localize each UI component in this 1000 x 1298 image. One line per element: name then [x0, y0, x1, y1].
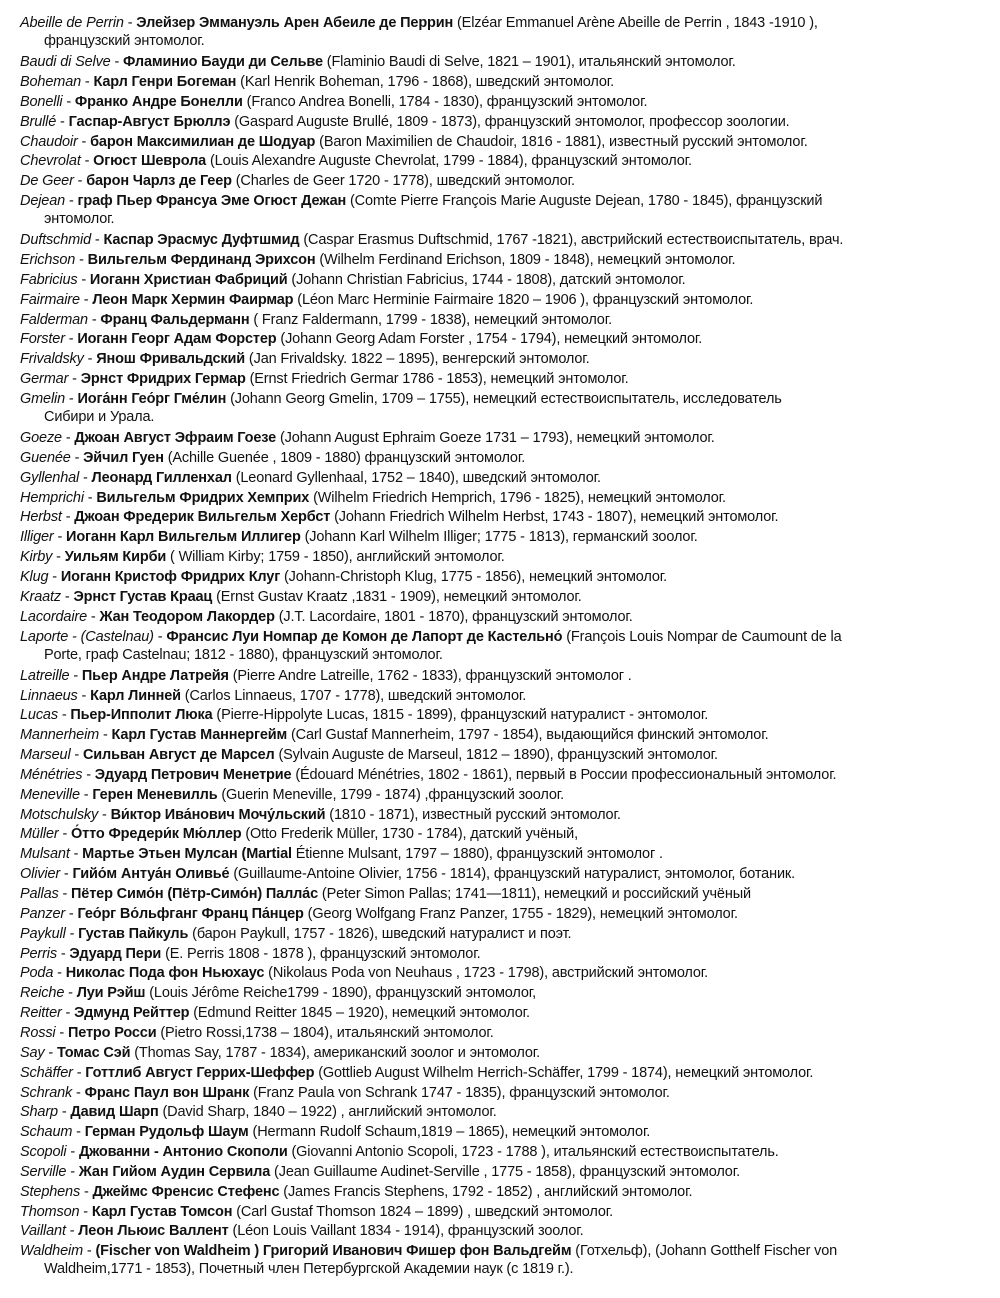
entry: Sharp - Давид Шарп (David Sharp, 1840 – 1922) , английский энтомолог.	[20, 1104, 497, 1121]
entry-key: Vaillant	[20, 1223, 66, 1240]
entry: Poda - Николас Пода фон Ньюхаус (Nikolaus Poda von Neuhaus , 1723 - 1798), австрийский энтомолог.	[20, 965, 709, 982]
entry-name: Гийо́м Антуа́н Оливье́	[72, 866, 230, 883]
entry-name: Вильгельм Фридрих Хемприх	[96, 489, 310, 506]
entry-details: (Comte Pierre François Marie Auguste Dejean, 1780 - 1845), французский	[350, 193, 823, 210]
entry-name: Франко Андре Бонелли	[74, 93, 243, 110]
entry-details: (Leonard Gyllenhaal, 1752 – 1840), шведский энтомолог.	[235, 469, 601, 486]
entry-key: Duftschmid	[20, 232, 92, 249]
entry-details: (Léon Louis Vaillant 1834 - 1914), французский зоолог.	[232, 1223, 584, 1240]
entry-details: (Wilhelm Friedrich Hemprich, 1796 - 1825), немецкий энтомолог.	[313, 489, 726, 506]
entry-details: (Peter Simon Pallas; 1741—1811), немецкий и российский учёный	[321, 886, 751, 902]
entry-key: Baudi di Selve	[20, 54, 111, 71]
entry-name: Франсис Луи Номпар де Комон де Лапорт де Кастельно́	[166, 628, 563, 645]
entry-details: (Caspar Erasmus Duftschmid, 1767 -1821), австрийский естествоиспытатель, врач.	[303, 232, 844, 249]
entry-name: Густав Пайкуль	[78, 925, 189, 942]
entry-key: De Geer	[20, 173, 74, 190]
entry-key: Gyllenhal	[20, 469, 80, 486]
entry-details: (Carl Gustaf Mannerheim, 1797 - 1854), выдающийся финский энтомолог.	[291, 727, 769, 744]
entry-name: Эйчил Гуен	[83, 449, 164, 466]
entry-key: Gmelin	[20, 390, 66, 407]
entry-key: Bonelli	[20, 93, 63, 110]
entry-name: Огюст Шеврола	[93, 153, 207, 170]
entry: Müller - О́тто Фредери́к Мю́ллер (Otto Frederik Müller, 1730 - 1784), датский учёный,	[20, 826, 578, 843]
entry-details: (Otto Frederik Müller, 1730 - 1784), датский учёный,	[245, 826, 578, 843]
entry-name: Мартье Этьен Мулсан (Martial	[82, 846, 292, 863]
entry: Erichson - Вильгельм Фердинанд Эрихсон (Wilhelm Ferdinand Erichson, 1809 - 1848), немецкий энтомолог.	[20, 252, 736, 268]
entry-details: (Pietro Rossi,1738 – 1804), итальянский энтомолог.	[160, 1024, 494, 1041]
entry-name: Луи Рэйш	[76, 985, 146, 1002]
entry: Meneville - Герен Меневилль (Guerin Meneville, 1799 - 1874) ,французский зоолог.	[20, 786, 565, 803]
entry-details: (барон Paykull, 1757 - 1826), шведский натуралист и поэт.	[192, 925, 572, 942]
entry-name: Эрнст Густав Краац	[73, 588, 213, 605]
entry-key: Herbst	[20, 509, 62, 526]
entry-name: Иоганн Кристоф Фридрих Клуг	[60, 569, 281, 585]
entry-details: (Johann-Christoph Klug, 1775 - 1856), немецкий энтомолог.	[284, 569, 668, 585]
entry-key: Rossi	[20, 1024, 56, 1041]
entry-name: Эдмунд Рейттер	[74, 1005, 190, 1022]
entry-key: Perris	[20, 945, 57, 962]
entry-key: Reiche	[20, 985, 65, 1002]
entry-details: (Edmund Reitter 1845 – 1920), немецкий энтомолог.	[193, 1005, 530, 1022]
entry: Chaudoir - барон Максимилиан де Шодуар (Baron Maximilien de Chaudoir, 1816 - 1881), известный русский энтомолог.	[20, 133, 808, 150]
entry-key: Chaudoir	[20, 133, 78, 150]
entry-name: Томас Сэй	[56, 1044, 131, 1061]
entry-name: Карл Густав Маннергейм	[111, 727, 288, 744]
entry-name: Леонард Гилленхал	[91, 469, 232, 486]
entry-key: Abeille de Perrin	[20, 15, 124, 31]
entry-details: ( Franz Faldermann, 1799 - 1838), немецкий энтомолог.	[253, 311, 612, 328]
entry: Lucas - Пьер-Ипполит Люка (Pierre-Hippolyte Lucas, 1815 - 1899), французский натуралист - энтомолог.	[20, 707, 709, 724]
entry: Dejean - граф Пьер Франсуа Эме Огюст Дежан (Comte Pierre François Marie Auguste Dejean, 1780 - 1845), французский энтомолог.	[20, 192, 975, 228]
entry-name: Пьер-Ипполит Люка	[70, 707, 213, 724]
entry: Kirby - Уильям Кирби ( William Kirby; 1759 - 1850), английский энтомолог.	[20, 549, 505, 566]
entry-continuation: энтомолог.	[44, 211, 115, 228]
entry-details: (Giovanni Antonio Scopoli, 1723 - 1788 ), итальянский естествоиспытатель.	[291, 1144, 779, 1161]
entry-name: Джованни - Антонио Скополи	[78, 1144, 288, 1161]
entry: Reitter - Эдмунд Рейттер (Edmund Reitter 1845 – 1920), немецкий энтомолог.	[20, 1005, 530, 1022]
entry-key: Erichson	[20, 252, 76, 268]
entry-key: Panzer	[20, 905, 66, 922]
entry-key: Mulsant	[20, 846, 70, 863]
entry: Fairmaire - Леон Марк Хермин Фаирмар (Léon Marc Herminie Fairmaire 1820 – 1906 ), французский энтомолог.	[20, 291, 754, 308]
entry-details: (Johann Georg Gmelin, 1709 – 1755), немецкий естествоиспытатель, исследователь	[230, 390, 782, 407]
entry: Forster - Иоганн Георг Адам Форстер (Johann Georg Adam Forster , 1754 - 1794), немецкий энтомолог.	[20, 331, 703, 348]
entry-name: Джеймс Френсис Стефенс	[92, 1183, 280, 1200]
entry-key: Serville	[20, 1163, 67, 1180]
entry: Boheman - Карл Генри Богеман (Karl Henrik Boheman, 1796 - 1868), шведский энтомолог.	[20, 73, 614, 90]
entry-name: Джоан Фредерик Вильгельм Хербст	[74, 509, 331, 526]
entry-key: Klug	[20, 569, 49, 585]
entry-key: Sharp	[20, 1104, 58, 1121]
entry-key: Germar	[20, 371, 69, 388]
entry-name: Франц Фальдерманн	[100, 311, 250, 328]
entry-name: Иоганн Христиан Фабриций	[89, 271, 288, 288]
entry-key: Paykull	[20, 925, 66, 942]
entry-key: Stephens	[20, 1183, 81, 1200]
entry-key: Goeze	[20, 430, 62, 447]
entry-name: Гаспар-Август Брюллэ	[68, 113, 231, 130]
entry-key: Lacordaire	[20, 608, 88, 625]
entry-details: (Charles de Geer 1720 - 1778), шведский энтомолог.	[235, 173, 575, 190]
entry-details: (Franco Andrea Bonelli, 1784 - 1830), французский энтомолог.	[246, 93, 648, 110]
entry-details: (Johann August Ephraim Goeze 1731 – 1793), немецкий энтомолог.	[279, 430, 715, 447]
entry-details: Étienne Mulsant, 1797 – 1880), французский энтомолог .	[295, 846, 663, 863]
entry-details: (Léon Marc Herminie Fairmaire 1820 – 1906 ), французский энтомолог.	[297, 291, 754, 308]
entry-name: Иоганн Карл Вильгельм Иллигер	[66, 529, 301, 546]
entry: Latreille - Пьер Андре Латрейя (Pierre Andre Latreille, 1762 - 1833), французский энтомолог .	[20, 667, 632, 684]
entry-name: Вильгельм Фердинанд Эрихсон	[87, 252, 316, 268]
entry: Gmelin - Иога́нн Гео́рг Гме́лин (Johann Georg Gmelin, 1709 – 1755), немецкий естествоиспытатель, исследователь Сибири и Урала.	[20, 390, 975, 426]
entry-name: барон Чарлз де Геер	[86, 173, 232, 190]
entry-details: (François Louis Nompar de Caumount de la	[566, 628, 842, 645]
entry: Germar - Эрнст Фридрих Гермар (Ernst Friedrich Germar 1786 - 1853), немецкий энтомолог.	[20, 371, 629, 388]
entry: Guenée - Эйчил Гуен (Achille Guenée , 1809 - 1880) французский энтомолог.	[20, 449, 526, 466]
entry-key: Forster	[20, 331, 65, 348]
entry-key: Frivaldsky	[20, 351, 84, 368]
entry-key: Reitter	[20, 1005, 62, 1022]
entry-name: Карл Густав Томсон	[91, 1203, 233, 1220]
entry: Reiche - Луи Рэйш (Louis Jérôme Reiche1799 - 1890), французский энтомолог,	[20, 985, 536, 1002]
entry-key: Guenée	[20, 449, 71, 466]
entry-key: Schrank	[20, 1084, 73, 1101]
entry-details: (Elzéar Emmanuel Arène Abeille de Perrin , 1843 -1910 ),	[457, 15, 818, 31]
entry: Frivaldsky - Янош Фривальдский (Jan Frivaldsky. 1822 – 1895), венгерский энтомолог.	[20, 351, 590, 368]
entry: Fabricius - Иоганн Христиан Фабриций (Johann Christian Fabricius, 1744 - 1808), датский энтомолог.	[20, 271, 686, 288]
entry-continuation: Waldheim,1771 - 1853), Почетный член Петербургской Академии наук (с 1819 г.).	[44, 1261, 574, 1278]
entry-key: Chevrolat	[20, 153, 81, 170]
entry-key: Motschulsky	[20, 806, 99, 823]
entry-details: (Baron Maximilien de Chaudoir, 1816 - 1881), известный русский энтомолог.	[319, 133, 808, 150]
entry: Scopoli - Джованни - Антонио Скополи (Giovanni Antonio Scopoli, 1723 - 1788 ), итальянский естествоиспытатель.	[20, 1144, 779, 1161]
entry-key: Boheman	[20, 73, 82, 90]
entry: Pallas - Пётер Симо́н (Пётр-Симо́н) Палла́с (Peter Simon Pallas; 1741—1811), немецкий и российский учёный	[20, 886, 751, 902]
entry-key: Thomson	[20, 1203, 80, 1220]
entry-name: Герен Меневилль	[92, 786, 218, 803]
entry: Waldheim - (Fischer von Waldheim ) Григорий Иванович Фишер фон Вальдгейм (Готхельф), (Johann Gotthelf Fischer von Waldheim,1771 - 1853), Почетный член Петербургской Академии наук (с 1819 г.).	[20, 1242, 975, 1278]
entry-details: (Pierre Andre Latreille, 1762 - 1833), французский энтомолог .	[232, 667, 632, 684]
entry-details: (Franz Paula von Schrank 1747 - 1835), французский энтомолог.	[253, 1084, 670, 1101]
entry: Lacordaire - Жан Теодором Лакордер (J.T. Lacordaire, 1801 - 1870), французский энтомолог.	[20, 608, 633, 625]
entry-details: (Thomas Say, 1787 - 1834), американский зоолог и энтомолог.	[134, 1044, 541, 1061]
entry: Linnaeus - Карл Линней (Carlos Linnaeus, 1707 - 1778), шведский энтомолог.	[20, 687, 527, 704]
entry-name: Эдуард Петрович Менетрие	[94, 766, 292, 783]
entry: Mulsant - Мартье Этьен Мулсан (Martial Étienne Mulsant, 1797 – 1880), французский энтомолог .	[20, 846, 663, 863]
entry-key: Ménétries	[20, 766, 83, 783]
entry: Paykull - Густав Пайкуль (барон Paykull, 1757 - 1826), шведский натуралист и поэт.	[20, 925, 572, 942]
entry-name: Николас Пода фон Ньюхаус	[65, 965, 265, 982]
entry-name: Уильям Кирби	[64, 549, 167, 566]
entry-details: (Carl Gustaf Thomson 1824 – 1899) , шведский энтомолог.	[236, 1203, 614, 1220]
entry-details: (Guerin Meneville, 1799 - 1874) ,французский зоолог.	[221, 786, 565, 803]
entry: Duftschmid - Каспар Эрасмус Дуфтшмид (Caspar Erasmus Duftschmid, 1767 -1821), австрийский естествоиспытатель, врач.	[20, 232, 844, 249]
entry-name: барон Максимилиан де Шодуар	[90, 133, 316, 150]
entry-key: Laporte - (Castelnau)	[20, 628, 154, 645]
entry-key: Schäffer	[20, 1064, 73, 1081]
entry-details: (Johann Georg Adam Forster , 1754 - 1794), немецкий энтомолог.	[280, 331, 703, 348]
entry-key: Latreille	[20, 667, 70, 684]
entry-details: (Johann Friedrich Wilhelm Herbst, 1743 - 1807), немецкий энтомолог.	[334, 509, 779, 526]
entry-name: Каспар Эрасмус Дуфтшмид	[103, 232, 300, 249]
entry-name: Пьер Андре Латрейя	[81, 667, 229, 684]
entry-name: Давид Шарп	[70, 1104, 159, 1121]
entry-name: Леон Льюис Валлент	[78, 1223, 229, 1240]
entry: Kraatz - Эрнст Густав Краац (Ernst Gustav Kraatz ,1831 - 1909), немецкий энтомолог.	[20, 588, 582, 605]
entry-key: Kraatz	[20, 588, 62, 605]
entry-key: Müller	[20, 826, 59, 843]
entry-name: О́тто Фредери́к Мю́ллер	[71, 826, 242, 843]
entry-details: (Jan Frivaldsky. 1822 – 1895), венгерский энтомолог.	[248, 351, 590, 368]
entry-details: (Pierre-Hippolyte Lucas, 1815 - 1899), французский натуралист - энтомолог.	[216, 707, 709, 724]
entry: Baudi di Selve - Фламинио Бауди ди Сельве (Flaminio Baudi di Selve, 1821 – 1901), итальянский энтомолог.	[20, 54, 736, 71]
entry-name: Жан Теодором Лакордер	[99, 608, 275, 625]
entry-key: Dejean	[20, 193, 66, 210]
entry-key: Lucas	[20, 707, 58, 724]
entry: Marseul - Сильван Август де Марсел (Sylvain Auguste de Marseul, 1812 – 1890), французский энтомолог.	[20, 747, 718, 764]
entry: Herbst - Джоан Фредерик Вильгельм Хербст (Johann Friedrich Wilhelm Herbst, 1743 - 1807), немецкий энтомолог.	[20, 509, 779, 526]
entry: Klug - Иоганн Кристоф Фридрих Клуг (Johann-Christoph Klug, 1775 - 1856), немецкий энтомолог.	[20, 569, 668, 585]
entry-details: (Jean Guillaume Audinet-Serville , 1775 - 1858), французский энтомолог.	[274, 1163, 740, 1180]
entry-details: ( William Kirby; 1759 - 1850), английский энтомолог.	[170, 549, 505, 566]
entry: Chevrolat - Огюст Шеврола (Louis Alexandre Auguste Chevrolat, 1799 - 1884), французский энтомолог.	[20, 153, 692, 170]
entry-name: Сильван Август де Марсел	[82, 747, 275, 764]
entry-details: (Gottlieb August Wilhelm Herrich-Schäffer, 1799 - 1874), немецкий энтомолог.	[318, 1064, 814, 1081]
entry-details: (Georg Wolfgang Franz Panzer, 1755 - 1829), немецкий энтомолог.	[307, 905, 738, 922]
entry: Olivier - Гийо́м Антуа́н Оливье́ (Guillaume-Antoine Olivier, 1756 - 1814), французский натуралист, энтомолог, ботаник.	[20, 866, 795, 883]
entry-details: (Karl Henrik Boheman, 1796 - 1868), шведский энтомолог.	[240, 73, 614, 90]
entry-details: (Ernst Friedrich Germar 1786 - 1853), немецкий энтомолог.	[249, 371, 629, 388]
entry-details: (Guillaume-Antoine Olivier, 1756 - 1814), французский натуралист, энтомолог, ботаник.	[233, 866, 795, 883]
entry-details: (David Sharp, 1840 – 1922) , английский энтомолог.	[162, 1104, 497, 1121]
entry-name: Пётер Симо́н (Пётр-Симо́н) Палла́с	[71, 886, 319, 902]
entry-key: Fairmaire	[20, 291, 80, 308]
entry-key: Falderman	[20, 311, 88, 328]
entry: Laporte - (Castelnau) - Франсис Луи Номпар де Комон де Лапорт де Кастельно́ (François Louis Nompar de Caumount de la Porte, граф Castelnau; 1812 - 1880), французский энтомолог.	[20, 628, 975, 664]
entry: Bonelli - Франко Андре Бонелли (Franco Andrea Bonelli, 1784 - 1830), французский энтомолог.	[20, 93, 648, 110]
entry-key: Poda	[20, 965, 54, 982]
entry-continuation: Сибири и Урала.	[44, 408, 155, 425]
entry-key: Marseul	[20, 747, 71, 764]
entry-name: Леон Марк Хермин Фаирмар	[92, 291, 294, 308]
entry-details: (E. Perris 1808 - 1878 ), французский энтомолог.	[165, 945, 481, 962]
entry-key: Brullé	[20, 113, 57, 130]
entry-key: Illiger	[20, 529, 54, 546]
entry-key: Olivier	[20, 866, 61, 883]
entry-name: Франс Паул вон Шранк	[84, 1084, 250, 1101]
entry: Hemprichi - Вильгельм Фридрих Хемприх (Wilhelm Friedrich Hemprich, 1796 - 1825), немецкий энтомолог.	[20, 489, 726, 506]
entry: Schrank - Франс Паул вон Шранк (Franz Paula von Schrank 1747 - 1835), французский энтомолог.	[20, 1084, 670, 1101]
entry-details: (Gaspard Auguste Brullé, 1809 - 1873), французский энтомолог, профессор зоологии.	[234, 113, 790, 130]
entry: Schaum - Герман Рудольф Шаум (Hermann Rudolf Schaum,1819 – 1865), немецкий энтомолог.	[20, 1124, 651, 1141]
entry: Rossi - Петро Росси (Pietro Rossi,1738 – 1804), итальянский энтомолог.	[20, 1024, 494, 1041]
entry: Vaillant - Леон Льюис Валлент (Léon Louis Vaillant 1834 - 1914), французский зоолог.	[20, 1223, 584, 1240]
entry-name: Герман Рудольф Шаум	[84, 1124, 249, 1141]
entry: Mannerheim - Карл Густав Маннергейм (Carl Gustaf Mannerheim, 1797 - 1854), выдающийся финский энтомолог.	[20, 727, 769, 744]
entry: Schäffer - Готтлиб Август Геррих-Шеффер (Gottlieb August Wilhelm Herrich-Schäffer, 1799 - 1874), немецкий энтомолог.	[20, 1064, 814, 1081]
entry-details: (Carlos Linnaeus, 1707 - 1778), шведский энтомолог.	[184, 687, 527, 704]
entry-details: (Édouard Ménétries, 1802 - 1861), первый в России профессиональный энтомолог.	[295, 766, 837, 783]
entry-name: Элейзер Эммануэль Арен Абеиле де Перрин	[136, 15, 454, 31]
entry-key: Fabricius	[20, 271, 78, 288]
entry: Goeze - Джоан Август Эфраим Гоезе (Johann August Ephraim Goeze 1731 – 1793), немецкий энтомолог.	[20, 430, 715, 447]
entry-details: (James Francis Stephens, 1792 - 1852) , английский энтомолог.	[283, 1183, 693, 1200]
entry: Serville - Жан Гийом Аудин Сервила (Jean Guillaume Audinet-Serville , 1775 - 1858), французский энтомолог.	[20, 1163, 740, 1180]
entry-details: (J.T. Lacordaire, 1801 - 1870), французский энтомолог.	[278, 608, 633, 625]
entry: Brullé - Гаспар-Август Брюллэ (Gaspard Auguste Brullé, 1809 - 1873), французский энтомолог, профессор зоологии.	[20, 113, 790, 130]
entry-details: (Louis Jérôme Reiche1799 - 1890), французский энтомолог,	[149, 985, 536, 1002]
entry-name: Петро Росси	[67, 1024, 157, 1041]
entry-details: (1810 - 1871), известный русский энтомолог.	[329, 806, 621, 823]
entry-key: Waldheim	[20, 1243, 84, 1260]
entry: Say - Томас Сэй (Thomas Say, 1787 - 1834), американский зоолог и энтомолог.	[20, 1044, 541, 1061]
entry-continuation: французский энтомолог.	[44, 33, 205, 49]
entry-name: Иоганн Георг Адам Форстер	[77, 331, 277, 348]
entry-details: (Wilhelm Ferdinand Erichson, 1809 - 1848), немецкий энтомолог.	[319, 252, 736, 268]
entry-details: (Johann Karl Wilhelm Illiger; 1775 - 1813), германский зоолог.	[304, 529, 698, 546]
entry-key: Pallas	[20, 886, 59, 902]
entry: De Geer - барон Чарлз де Геер (Charles de Geer 1720 - 1778), шведский энтомолог.	[20, 173, 575, 190]
entry: Panzer - Гео́рг Во́льфганг Франц Па́нцер (Georg Wolfgang Franz Panzer, 1755 - 1829), немецкий энтомолог.	[20, 905, 738, 922]
entry-key: Linnaeus	[20, 687, 78, 704]
entry-details: (Achille Guenée , 1809 - 1880) французский энтомолог.	[167, 449, 526, 466]
entry-name: Ви́ктор Ива́нович Мочу́льский	[110, 806, 326, 823]
entry-key: Meneville	[20, 786, 80, 803]
entry: Ménétries - Эдуард Петрович Менетрие (Édouard Ménétries, 1802 - 1861), первый в России профессиональный энтомолог.	[20, 766, 837, 783]
entry: Perris - Эдуард Пери (E. Perris 1808 - 1878 ), французский энтомолог.	[20, 945, 481, 962]
entry-name: Готтлиб Август Геррих-Шеффер	[85, 1064, 315, 1081]
entry: Gyllenhal - Леонард Гилленхал (Leonard Gyllenhaal, 1752 – 1840), шведский энтомолог.	[20, 469, 601, 486]
entry-name: Иога́нн Гео́рг Гме́лин	[77, 390, 227, 407]
entry-name: Эдуард Пери	[69, 945, 162, 962]
entry: Motschulsky - Ви́ктор Ива́нович Мочу́льский (1810 - 1871), известный русский энтомолог.	[20, 806, 621, 823]
entry-name: Карл Линней	[90, 687, 181, 704]
entry-key: Schaum	[20, 1124, 73, 1141]
entry-key: Say	[20, 1044, 45, 1061]
entry-name: Гео́рг Во́льфганг Франц Па́нцер	[77, 905, 304, 922]
entry-details: (Nikolaus Poda von Neuhaus , 1723 - 1798), австрийский энтомолог.	[268, 965, 709, 982]
entry: Falderman - Франц Фальдерманн ( Franz Faldermann, 1799 - 1838), немецкий энтомолог.	[20, 311, 612, 328]
entry-details: (Johann Christian Fabricius, 1744 - 1808), датский энтомолог.	[291, 271, 686, 288]
entry-name: граф Пьер Франсуа Эме Огюст Дежан	[77, 193, 347, 210]
entry-details: (Flaminio Baudi di Selve, 1821 – 1901), итальянский энтомолог.	[326, 54, 736, 71]
entry-name: Эрнст Фридрих Гермар	[80, 371, 246, 388]
entry: Illiger - Иоганн Карл Вильгельм Иллигер (Johann Karl Wilhelm Illiger; 1775 - 1813), германский зоолог.	[20, 529, 698, 546]
entry-details: (Hermann Rudolf Schaum,1819 – 1865), немецкий энтомолог.	[252, 1124, 651, 1141]
entry-details: (Готхельф), (Johann Gotthelf Fischer von	[575, 1243, 838, 1260]
entry-key: Kirby	[20, 549, 53, 566]
entry-continuation: Porte, граф Castelnau; 1812 - 1880), французский энтомолог.	[44, 646, 443, 663]
entry-details: (Louis Alexandre Auguste Chevrolat, 1799 - 1884), французский энтомолог.	[209, 153, 692, 170]
entry-details: (Ernst Gustav Kraatz ,1831 - 1909), немецкий энтомолог.	[216, 588, 582, 605]
entry-name: Жан Гийом Аудин Сервила	[78, 1163, 271, 1180]
entry: Thomson - Карл Густав Томсон (Carl Gustaf Thomson 1824 – 1899) , шведский энтомолог.	[20, 1203, 614, 1220]
entry-key: Scopoli	[20, 1144, 67, 1161]
entry-name: Фламинио Бауди ди Сельве	[123, 54, 323, 71]
entry-key: Hemprichi	[20, 489, 84, 506]
entry: Abeille de Perrin - Элейзер Эммануэль Арен Абеиле де Перрин (Elzéar Emmanuel Arène Abeille de Perrin , 1843 -1910 ), французский энтомолог.	[20, 14, 975, 50]
entry-name: (Fischer von Waldheim ) Григорий Иванович Фишер фон Вальдгейм	[95, 1243, 572, 1260]
entry-name: Янош Фривальдский	[96, 351, 246, 368]
entry-name: Джоан Август Эфраим Гоезе	[74, 430, 277, 447]
entry-details: (Sylvain Auguste de Marseul, 1812 – 1890), французский энтомолог.	[278, 747, 718, 764]
entry-name: Карл Генри Богеман	[93, 73, 237, 90]
entry-key: Mannerheim	[20, 727, 100, 744]
entry: Stephens - Джеймс Френсис Стефенс (James Francis Stephens, 1792 - 1852) , английский энтомолог.	[20, 1183, 693, 1200]
